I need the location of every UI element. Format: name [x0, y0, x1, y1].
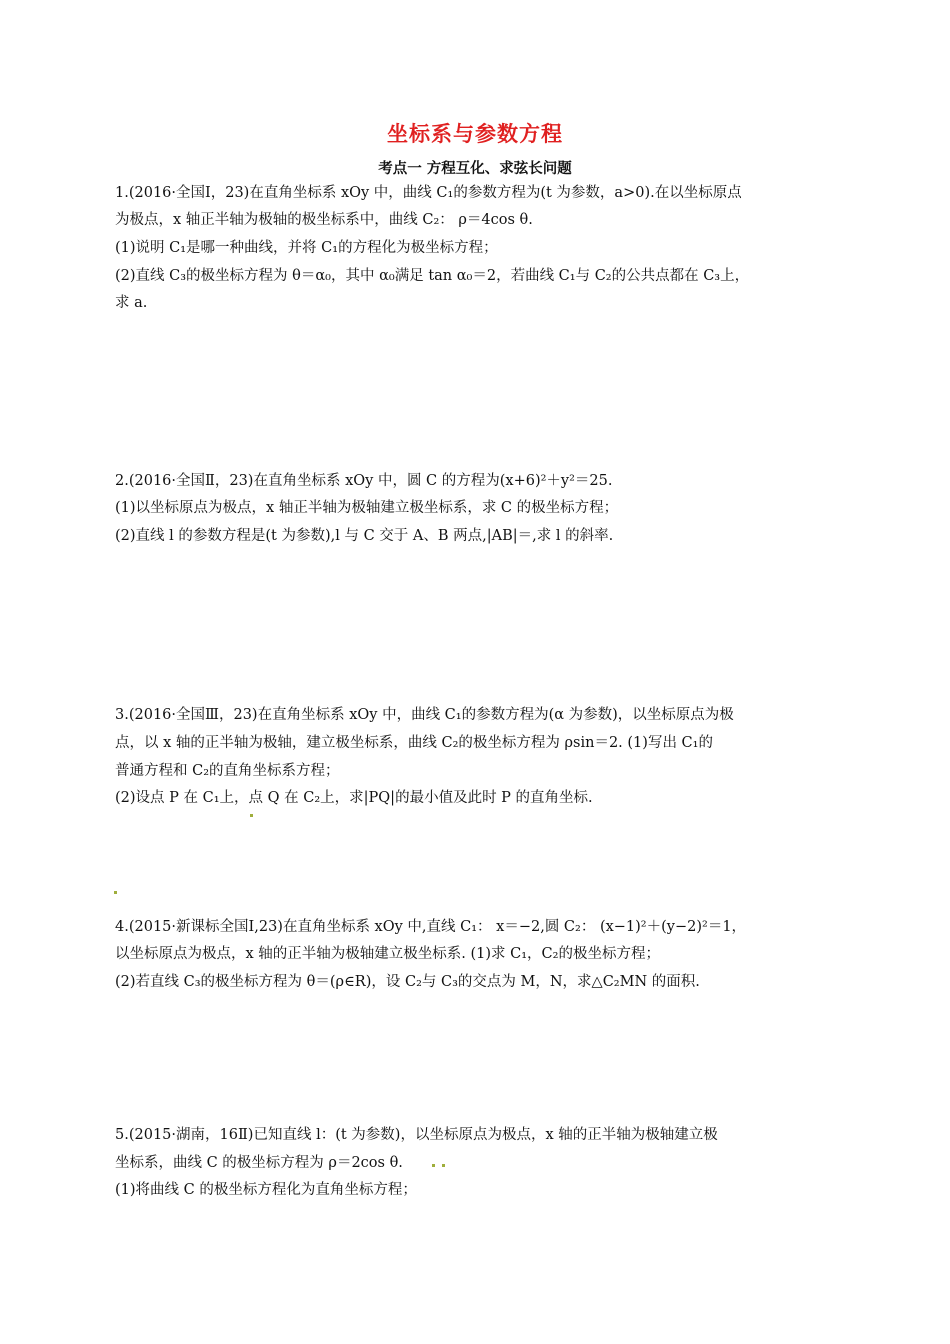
problem-5-line-1: 5.(2015·湖南，16Ⅱ)已知直线 l：(t 为参数)，以坐标原点为极点，x 轴的正半轴为极轴建立极 [115, 1127, 718, 1143]
problem-2-part-2: (2)直线 l 的参数方程是(t 为参数),l 与 C 交于 A、B 两点,|AB|＝,求 l 的斜率. [115, 528, 614, 544]
stray-mark [114, 891, 117, 894]
problem-1-line-2: 为极点，x 轴正半轴为极轴的极坐标系中，曲线 C₂： ρ＝4cos θ. [115, 212, 533, 228]
problem-5-part-1: (1)将曲线 C 的极坐标方程化为直角坐标方程； [115, 1182, 417, 1198]
problem-1-line-1: 1.(2016·全国Ⅰ，23)在直角坐标系 xOy 中，曲线 C₁的参数方程为(t 为参数，a>0).在以坐标原点 [115, 185, 742, 201]
problem-2-line-1: 2.(2016·全国Ⅱ，23)在直角坐标系 xOy 中，圆 C 的方程为(x+6)²＋y²＝25. [115, 473, 613, 489]
problem-3-line-1: 3.(2016·全国Ⅲ，23)在直角坐标系 xOy 中，曲线 C₁的参数方程为(α 为参数)，以坐标原点为极 [115, 707, 734, 723]
problem-1-part-2-cont: 求 a. [115, 295, 148, 311]
problem-3-line-2: 点，以 x 轴的正半轴为极轴，建立极坐标系，曲线 C₂的极坐标方程为 ρsin＝2. (1)写出 C₁的 [115, 735, 713, 751]
problem-3-line-3: 普通方程和 C₂的直角坐标系方程； [115, 763, 340, 779]
problem-1-part-1: (1)说明 C₁是哪一种曲线，并将 C₁的方程化为极坐标方程； [115, 240, 498, 256]
problem-1-part-2: (2)直线 C₃的极坐标方程为 θ＝α₀，其中 α₀满足 tan α₀＝2，若曲线 C₁与 C₂的公共点都在 C₃上， [115, 268, 750, 284]
stray-mark [432, 1164, 435, 1167]
problem-2-part-1: (1)以坐标原点为极点，x 轴正半轴为极轴建立极坐标系，求 C 的极坐标方程； [115, 500, 619, 516]
problem-4-line-1: 4.(2015·新课标全国Ⅰ,23)在直角坐标系 xOy 中,直线 C₁： x＝−2,圆 C₂： (x−1)²＋(y−2)²＝1， [115, 919, 747, 935]
page-title: 坐标系与参数方程 [387, 122, 563, 146]
stray-mark [250, 814, 253, 817]
problem-5-line-2: 坐标系，曲线 C 的极坐标方程为 ρ＝2cos θ. [115, 1155, 403, 1171]
problem-4-line-2: 以坐标原点为极点，x 轴的正半轴为极轴建立极坐标系. (1)求 C₁，C₂的极坐标方程； [115, 946, 660, 962]
problem-4-part-2: (2)若直线 C₃的极坐标方程为 θ＝(ρ∈R)，设 C₂与 C₃的交点为 M，N，求△C₂MN 的面积. [115, 974, 700, 990]
stray-mark [442, 1164, 445, 1167]
problem-3-part-2: (2)设点 P 在 C₁上，点 Q 在 C₂上，求|PQ|的最小值及此时 P 的直角坐标. [115, 790, 593, 806]
section-subtitle: 考点一 方程互化、求弦长问题 [378, 161, 572, 177]
